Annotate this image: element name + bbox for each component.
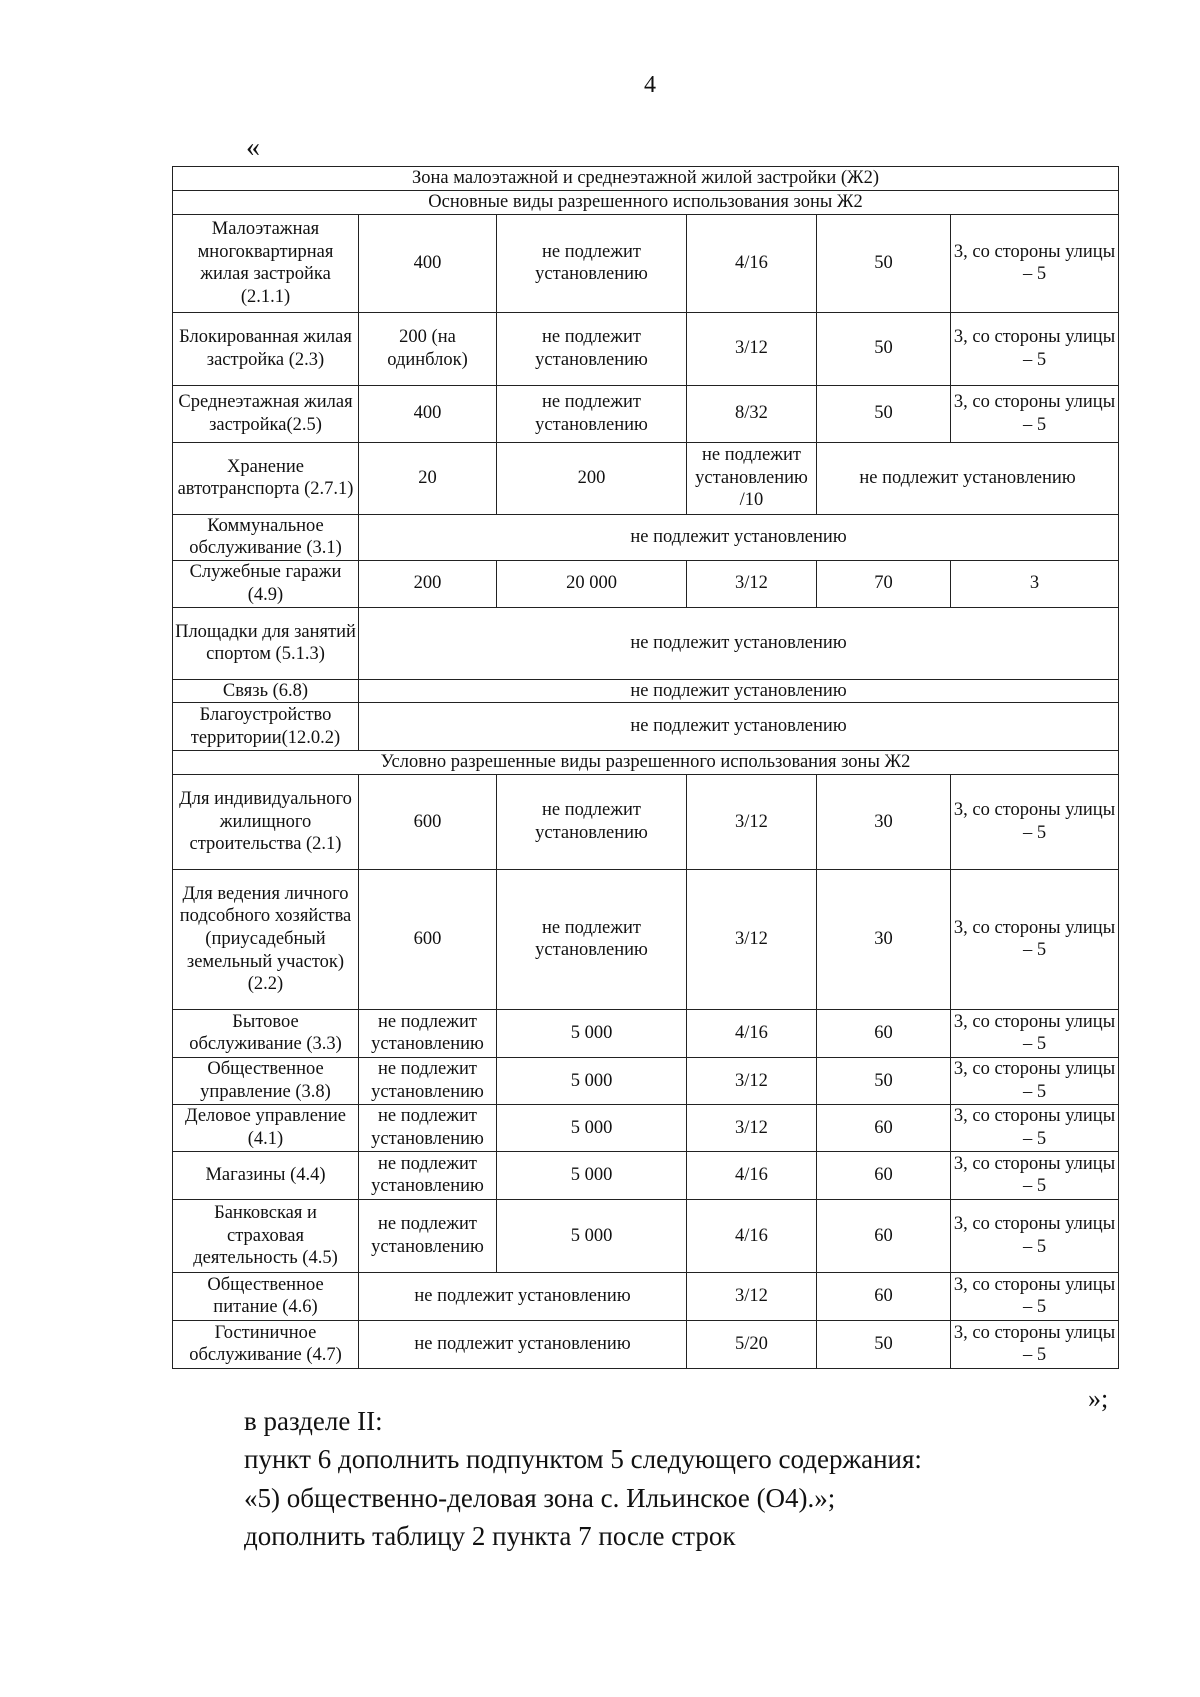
table-cell: 3, со стороны улицы – 5 [951, 869, 1119, 1009]
table-cell: 60 [817, 1151, 951, 1199]
row-label: Бытовое обслуживание (3.3) [173, 1009, 359, 1057]
table-cell: 3, со стороны улицы – 5 [951, 385, 1119, 442]
zone-title-row [173, 167, 1119, 191]
table-cell: 60 [817, 1104, 951, 1151]
row-label: Служебные гаражи (4.9) [173, 560, 359, 607]
row-label: Малоэтажная многоквартирная жилая застройка (2.1.1) [173, 214, 359, 312]
table-row [173, 560, 1119, 607]
table-row [173, 1151, 1119, 1199]
table-cell: 30 [817, 869, 951, 1009]
table-cell: не подлежит установлению [497, 774, 687, 869]
conditional-section-row [173, 751, 1119, 775]
table-cell: 3/12 [687, 1057, 817, 1104]
table-cell: 3/12 [687, 1104, 817, 1151]
primary-section-title: Основные виды разрешенного использования зоны Ж2 [173, 191, 1119, 215]
table-cell: 600 [359, 774, 497, 869]
table-row [173, 514, 1119, 560]
table-cell: 200 [359, 560, 497, 607]
table-cell: 70 [817, 560, 951, 607]
table-row [173, 1009, 1119, 1057]
table-row [173, 312, 1119, 385]
table-cell: 50 [817, 1057, 951, 1104]
table-cell: 5 000 [497, 1009, 687, 1057]
row-label: Общественное питание (4.6) [173, 1272, 359, 1320]
table-cell: 3/12 [687, 560, 817, 607]
table-cell: 5 000 [497, 1104, 687, 1151]
table-cell: 3 [951, 560, 1119, 607]
row-label: Благоустройство территории(12.0.2) [173, 703, 359, 751]
table-cell: 3, со стороны улицы – 5 [951, 1104, 1119, 1151]
row-label: Связь (6.8) [173, 679, 359, 703]
merged-cell: не подлежит установлению [359, 679, 1119, 703]
table-cell: 3/12 [687, 774, 817, 869]
table-cell: 3/12 [687, 869, 817, 1009]
table-cell: 20 [359, 442, 497, 514]
body-line: дополнить таблицу 2 пункта 7 после строк [244, 1520, 736, 1551]
row-label: Гостиничное обслуживание (4.7) [173, 1320, 359, 1368]
row-label: Для индивидуального жилищного строительства (2.1) [173, 774, 359, 869]
table-cell: 5 000 [497, 1057, 687, 1104]
merged-cell: не подлежит установлению [359, 514, 1119, 560]
table-cell: 3/12 [687, 1272, 817, 1320]
table-cell: 50 [817, 385, 951, 442]
body-line: в разделе II: [244, 1406, 383, 1436]
table-cell: 3/12 [687, 312, 817, 385]
table-cell: 3, со стороны улицы – 5 [951, 1272, 1119, 1320]
merged-cell: не подлежит установлению [359, 1320, 687, 1368]
table-row [173, 442, 1119, 514]
table-cell: 60 [817, 1272, 951, 1320]
table-cell: не подлежит установлению [497, 385, 687, 442]
table-row [173, 1199, 1119, 1272]
table-cell: 5 000 [497, 1151, 687, 1199]
table-cell: 400 [359, 385, 497, 442]
page-number: 4 [644, 72, 656, 98]
table-cell: 8/32 [687, 385, 817, 442]
row-label: Магазины (4.4) [173, 1151, 359, 1199]
merged-cell: не подлежит установлению [359, 607, 1119, 679]
table-cell: 50 [817, 1320, 951, 1368]
table-cell: 20 000 [497, 560, 687, 607]
table-cell: не подлежит установлению [359, 1104, 497, 1151]
table-cell: 3, со стороны улицы – 5 [951, 1199, 1119, 1272]
row-label: Банковская и страховая деятельность (4.5) [173, 1199, 359, 1272]
body-line: «5) общественно-деловая зона с. Ильинское (О4).»; [244, 1482, 836, 1513]
body-line: пункт 6 дополнить подпунктом 5 следующего содержания: [244, 1444, 922, 1475]
table-cell: не подлежит установлению [359, 1009, 497, 1057]
table-cell: 5 000 [497, 1199, 687, 1272]
table-cell: 3, со стороны улицы – 5 [951, 214, 1119, 312]
table-row [173, 679, 1119, 703]
table-cell: не подлежит установлению /10 [687, 442, 817, 514]
row-label: Площадки для занятий спортом (5.1.3) [173, 607, 359, 679]
table-cell: 4/16 [687, 214, 817, 312]
row-label: Хранение автотранспорта (2.7.1) [173, 442, 359, 514]
table-cell: 400 [359, 214, 497, 312]
table-cell: не подлежит установлению [497, 214, 687, 312]
table-row [173, 703, 1119, 751]
table-cell: 3, со стороны улицы – 5 [951, 1320, 1119, 1368]
row-label: Блокированная жилая застройка (2.3) [173, 312, 359, 385]
table-cell: 3, со стороны улицы – 5 [951, 774, 1119, 869]
table-cell: 3, со стороны улицы – 5 [951, 1057, 1119, 1104]
table-row [173, 1104, 1119, 1151]
row-label: Среднеэтажная жилая застройка(2.5) [173, 385, 359, 442]
table-cell: не подлежит установлению [359, 1151, 497, 1199]
table-cell: 3, со стороны улицы – 5 [951, 1009, 1119, 1057]
table-cell: 200 [497, 442, 687, 514]
table-cell: 4/16 [687, 1009, 817, 1057]
row-label: Общественное управление (3.8) [173, 1057, 359, 1104]
table-cell: 60 [817, 1009, 951, 1057]
table-cell: 4/16 [687, 1151, 817, 1199]
merged-cell: не подлежит установлению [817, 442, 1119, 514]
row-label: Для ведения личного подсобного хозяйства (приусадебный земельный участок) (2.2) [173, 869, 359, 1009]
table-row [173, 385, 1119, 442]
table-row [173, 869, 1119, 1009]
conditional-section-title: Условно разрешенные виды разрешенного использования зоны Ж2 [173, 751, 1119, 775]
table-cell: не подлежит установлению [497, 312, 687, 385]
merged-cell: не подлежит установлению [359, 703, 1119, 751]
table-cell: 600 [359, 869, 497, 1009]
opening-quote-mark: « [246, 132, 260, 163]
table-cell: 60 [817, 1199, 951, 1272]
closing-quote-mark: »; [1088, 1384, 1109, 1413]
table-cell: 3, со стороны улицы – 5 [951, 312, 1119, 385]
zone-title: Зона малоэтажной и среднеэтажной жилой застройки (Ж2) [173, 167, 1119, 191]
table-cell: 4/16 [687, 1199, 817, 1272]
table-cell: 200 (на одинблок) [359, 312, 497, 385]
table-cell: 50 [817, 312, 951, 385]
table-row [173, 774, 1119, 869]
table-cell: 5/20 [687, 1320, 817, 1368]
table-cell: 50 [817, 214, 951, 312]
table-row [173, 214, 1119, 312]
table-cell: не подлежит установлению [359, 1199, 497, 1272]
zone-table [172, 166, 1119, 1369]
table-cell: 30 [817, 774, 951, 869]
table-row [173, 607, 1119, 679]
table-cell: 3, со стороны улицы – 5 [951, 1151, 1119, 1199]
merged-cell: не подлежит установлению [359, 1272, 687, 1320]
table-row [173, 1272, 1119, 1320]
row-label: Деловое управление (4.1) [173, 1104, 359, 1151]
table-cell: не подлежит установлению [359, 1057, 497, 1104]
row-label: Коммунальное обслуживание (3.1) [173, 514, 359, 560]
body-text [244, 1402, 922, 1555]
table-row [173, 1320, 1119, 1368]
primary-section-row [173, 191, 1119, 215]
table-cell: не подлежит установлению [497, 869, 687, 1009]
table-row [173, 1057, 1119, 1104]
